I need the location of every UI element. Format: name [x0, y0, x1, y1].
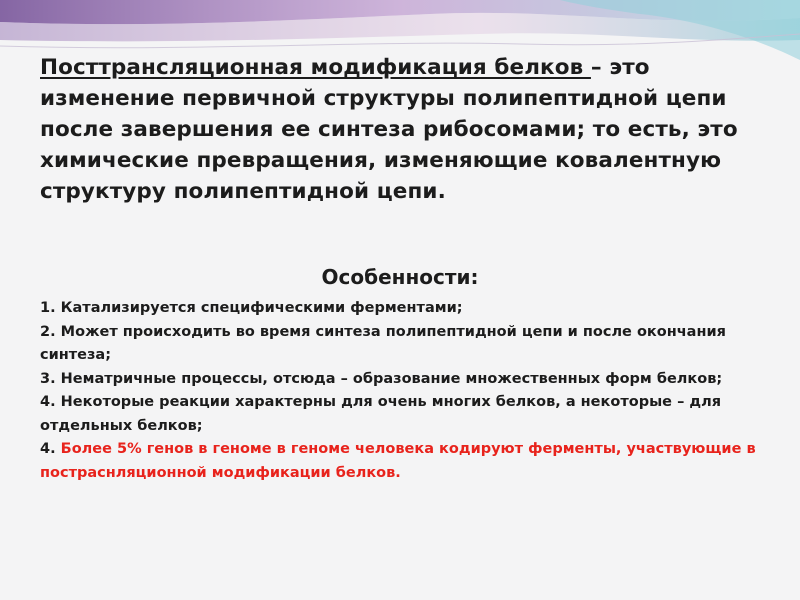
feature-number: 4. [40, 394, 56, 410]
features-list [40, 297, 775, 485]
features-heading: Особенности: [321, 265, 479, 289]
definition-text: это изменение первичной структуры полипептидной цепи после завершения ее синтеза рибосомами; то есть, это химические превращения, изменяющие ковалентную структуру полипептидной цепи. [40, 55, 738, 204]
feature-item [40, 391, 775, 438]
term-title: Посттрансляционная модификация белков [40, 55, 591, 80]
feature-item [40, 297, 775, 321]
feature-item-highlighted [40, 438, 775, 485]
feature-number: 4. [40, 441, 56, 457]
feature-number: 3. [40, 370, 56, 387]
feature-text-highlighted: Более 5% генов в геноме в геноме человека кодируют ферменты, участвующие в постраснляционной модификации белков. [40, 441, 756, 481]
feature-item [40, 321, 775, 368]
term-dash: – [590, 55, 602, 80]
feature-number: 1. [40, 300, 56, 316]
feature-text: Может происходить во время синтеза полипептидной цепи и после окончания синтеза; [40, 323, 726, 363]
feature-text: Некоторые реакции характерны для очень многих белков, а некоторые – для отдельных белков; [40, 394, 722, 434]
feature-text: Катализируется специфическими ферментами; [60, 300, 463, 316]
feature-item [40, 368, 775, 392]
feature-number: 2. [40, 323, 56, 340]
definition-paragraph [40, 52, 780, 207]
feature-text: Нематричные процессы, отсюда – образование множественных форм белков; [60, 370, 723, 387]
